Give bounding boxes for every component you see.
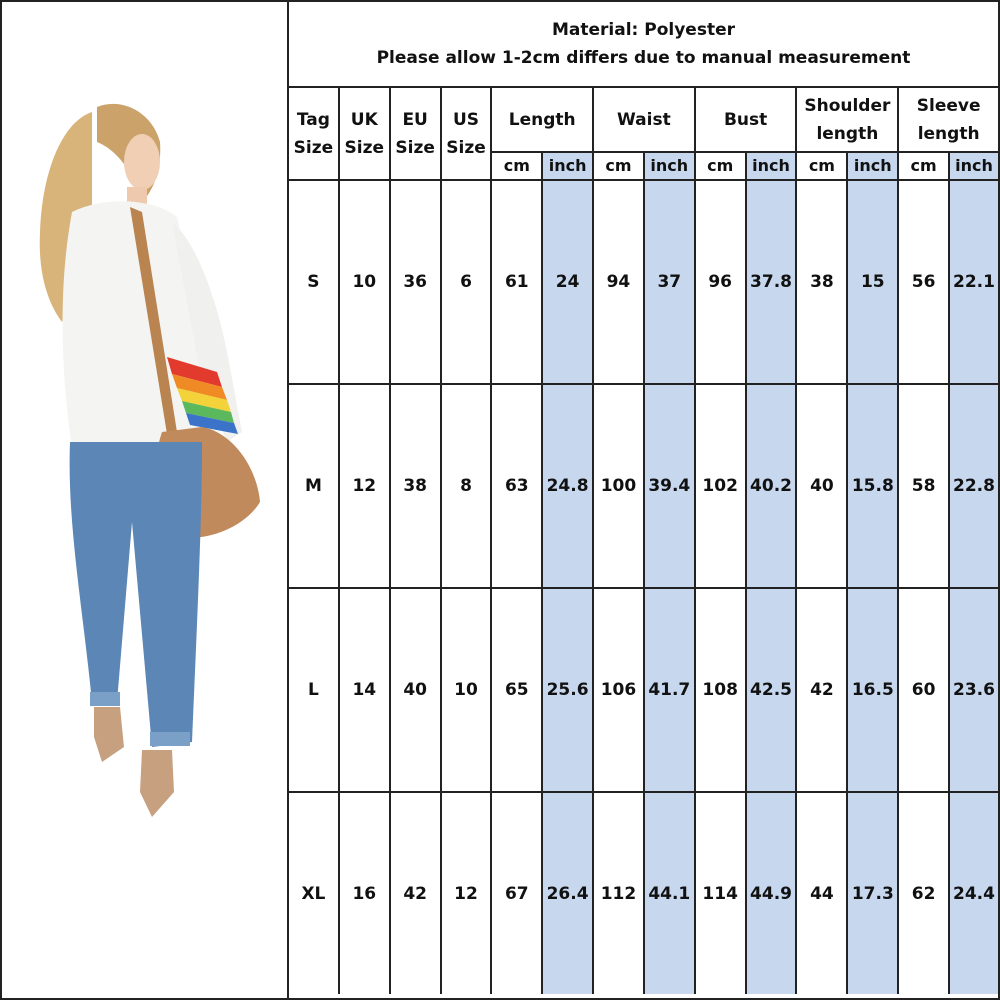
- cell-tag: XL: [289, 792, 339, 994]
- cell-length-inch: 24: [542, 180, 593, 384]
- cell-sleeve-cm: 62: [898, 792, 949, 994]
- cell-sleeve-cm: 56: [898, 180, 949, 384]
- size-chart: [289, 2, 998, 998]
- col-waist: Waist: [593, 88, 695, 152]
- col-us-size: US Size: [441, 88, 492, 180]
- table-row: [289, 588, 998, 792]
- table-row: [289, 384, 998, 588]
- cell-waist-cm: 94: [593, 180, 644, 384]
- size-table: [289, 88, 998, 994]
- cell-us: 12: [441, 792, 492, 994]
- cell-length-cm: 63: [491, 384, 542, 588]
- cell-waist-inch: 44.1: [644, 792, 695, 994]
- cell-shoulder-inch: 15: [847, 180, 898, 384]
- cell-length-cm: 61: [491, 180, 542, 384]
- cell-waist-cm: 112: [593, 792, 644, 994]
- col-uk-size: UK Size: [339, 88, 390, 180]
- cell-us: 10: [441, 588, 492, 792]
- cell-us: 6: [441, 180, 492, 384]
- unit-cm: cm: [695, 152, 746, 180]
- cell-shoulder-cm: 44: [796, 792, 847, 994]
- cell-bust-inch: 37.8: [746, 180, 797, 384]
- unit-inch: inch: [644, 152, 695, 180]
- unit-cm: cm: [593, 152, 644, 180]
- cell-tag: M: [289, 384, 339, 588]
- cell-bust-inch: 44.9: [746, 792, 797, 994]
- unit-inch: inch: [542, 152, 593, 180]
- material-text: Material: Polyester: [551, 20, 735, 40]
- cell-sleeve-inch: 23.6: [949, 588, 998, 792]
- cell-sleeve-cm: 60: [898, 588, 949, 792]
- cell-waist-cm: 106: [593, 588, 644, 792]
- cell-shoulder-inch: 17.3: [847, 792, 898, 994]
- chart-header: [289, 2, 998, 88]
- cell-uk: 10: [339, 180, 390, 384]
- cell-tag: L: [289, 588, 339, 792]
- col-shoulder: Shoulder length: [796, 88, 898, 152]
- cell-length-cm: 65: [491, 588, 542, 792]
- col-sleeve: Sleeve length: [898, 88, 998, 152]
- cell-length-inch: 24.8: [542, 384, 593, 588]
- cell-length-inch: 25.6: [542, 588, 593, 792]
- cell-bust-inch: 42.5: [746, 588, 797, 792]
- cell-sleeve-inch: 22.8: [949, 384, 998, 588]
- unit-cm: cm: [491, 152, 542, 180]
- col-length: Length: [491, 88, 593, 152]
- unit-cm: cm: [796, 152, 847, 180]
- cell-bust-cm: 114: [695, 792, 746, 994]
- cell-tag: S: [289, 180, 339, 384]
- cell-bust-cm: 102: [695, 384, 746, 588]
- cell-shoulder-cm: 40: [796, 384, 847, 588]
- col-tag-size: Tag Size: [289, 88, 339, 180]
- measurement-note: Please allow 1-2cm differs due to manual measurement: [376, 48, 911, 68]
- col-eu-size: EU Size: [390, 88, 441, 180]
- cell-waist-inch: 41.7: [644, 588, 695, 792]
- cell-sleeve-cm: 58: [898, 384, 949, 588]
- cell-uk: 16: [339, 792, 390, 994]
- cell-eu: 42: [390, 792, 441, 994]
- cell-shoulder-inch: 15.8: [847, 384, 898, 588]
- cell-waist-inch: 37: [644, 180, 695, 384]
- cell-bust-inch: 40.2: [746, 384, 797, 588]
- cell-uk: 14: [339, 588, 390, 792]
- cell-sleeve-inch: 24.4: [949, 792, 998, 994]
- header-row: [289, 88, 998, 152]
- cell-eu: 38: [390, 384, 441, 588]
- unit-inch: inch: [949, 152, 998, 180]
- unit-inch: inch: [746, 152, 797, 180]
- cell-waist-inch: 39.4: [644, 384, 695, 588]
- col-bust: Bust: [695, 88, 797, 152]
- model-photo: [2, 2, 287, 998]
- model-photo-panel: [2, 2, 289, 998]
- cell-bust-cm: 108: [695, 588, 746, 792]
- table-row: [289, 792, 998, 994]
- cell-eu: 40: [390, 588, 441, 792]
- cell-shoulder-cm: 42: [796, 588, 847, 792]
- cell-length-inch: 26.4: [542, 792, 593, 994]
- unit-cm: cm: [898, 152, 949, 180]
- cell-bust-cm: 96: [695, 180, 746, 384]
- cell-shoulder-inch: 16.5: [847, 588, 898, 792]
- cell-sleeve-inch: 22.1: [949, 180, 998, 384]
- unit-inch: inch: [847, 152, 898, 180]
- table-row: [289, 180, 998, 384]
- cell-eu: 36: [390, 180, 441, 384]
- cell-length-cm: 67: [491, 792, 542, 994]
- cell-waist-cm: 100: [593, 384, 644, 588]
- cell-shoulder-cm: 38: [796, 180, 847, 384]
- cell-us: 8: [441, 384, 492, 588]
- cell-uk: 12: [339, 384, 390, 588]
